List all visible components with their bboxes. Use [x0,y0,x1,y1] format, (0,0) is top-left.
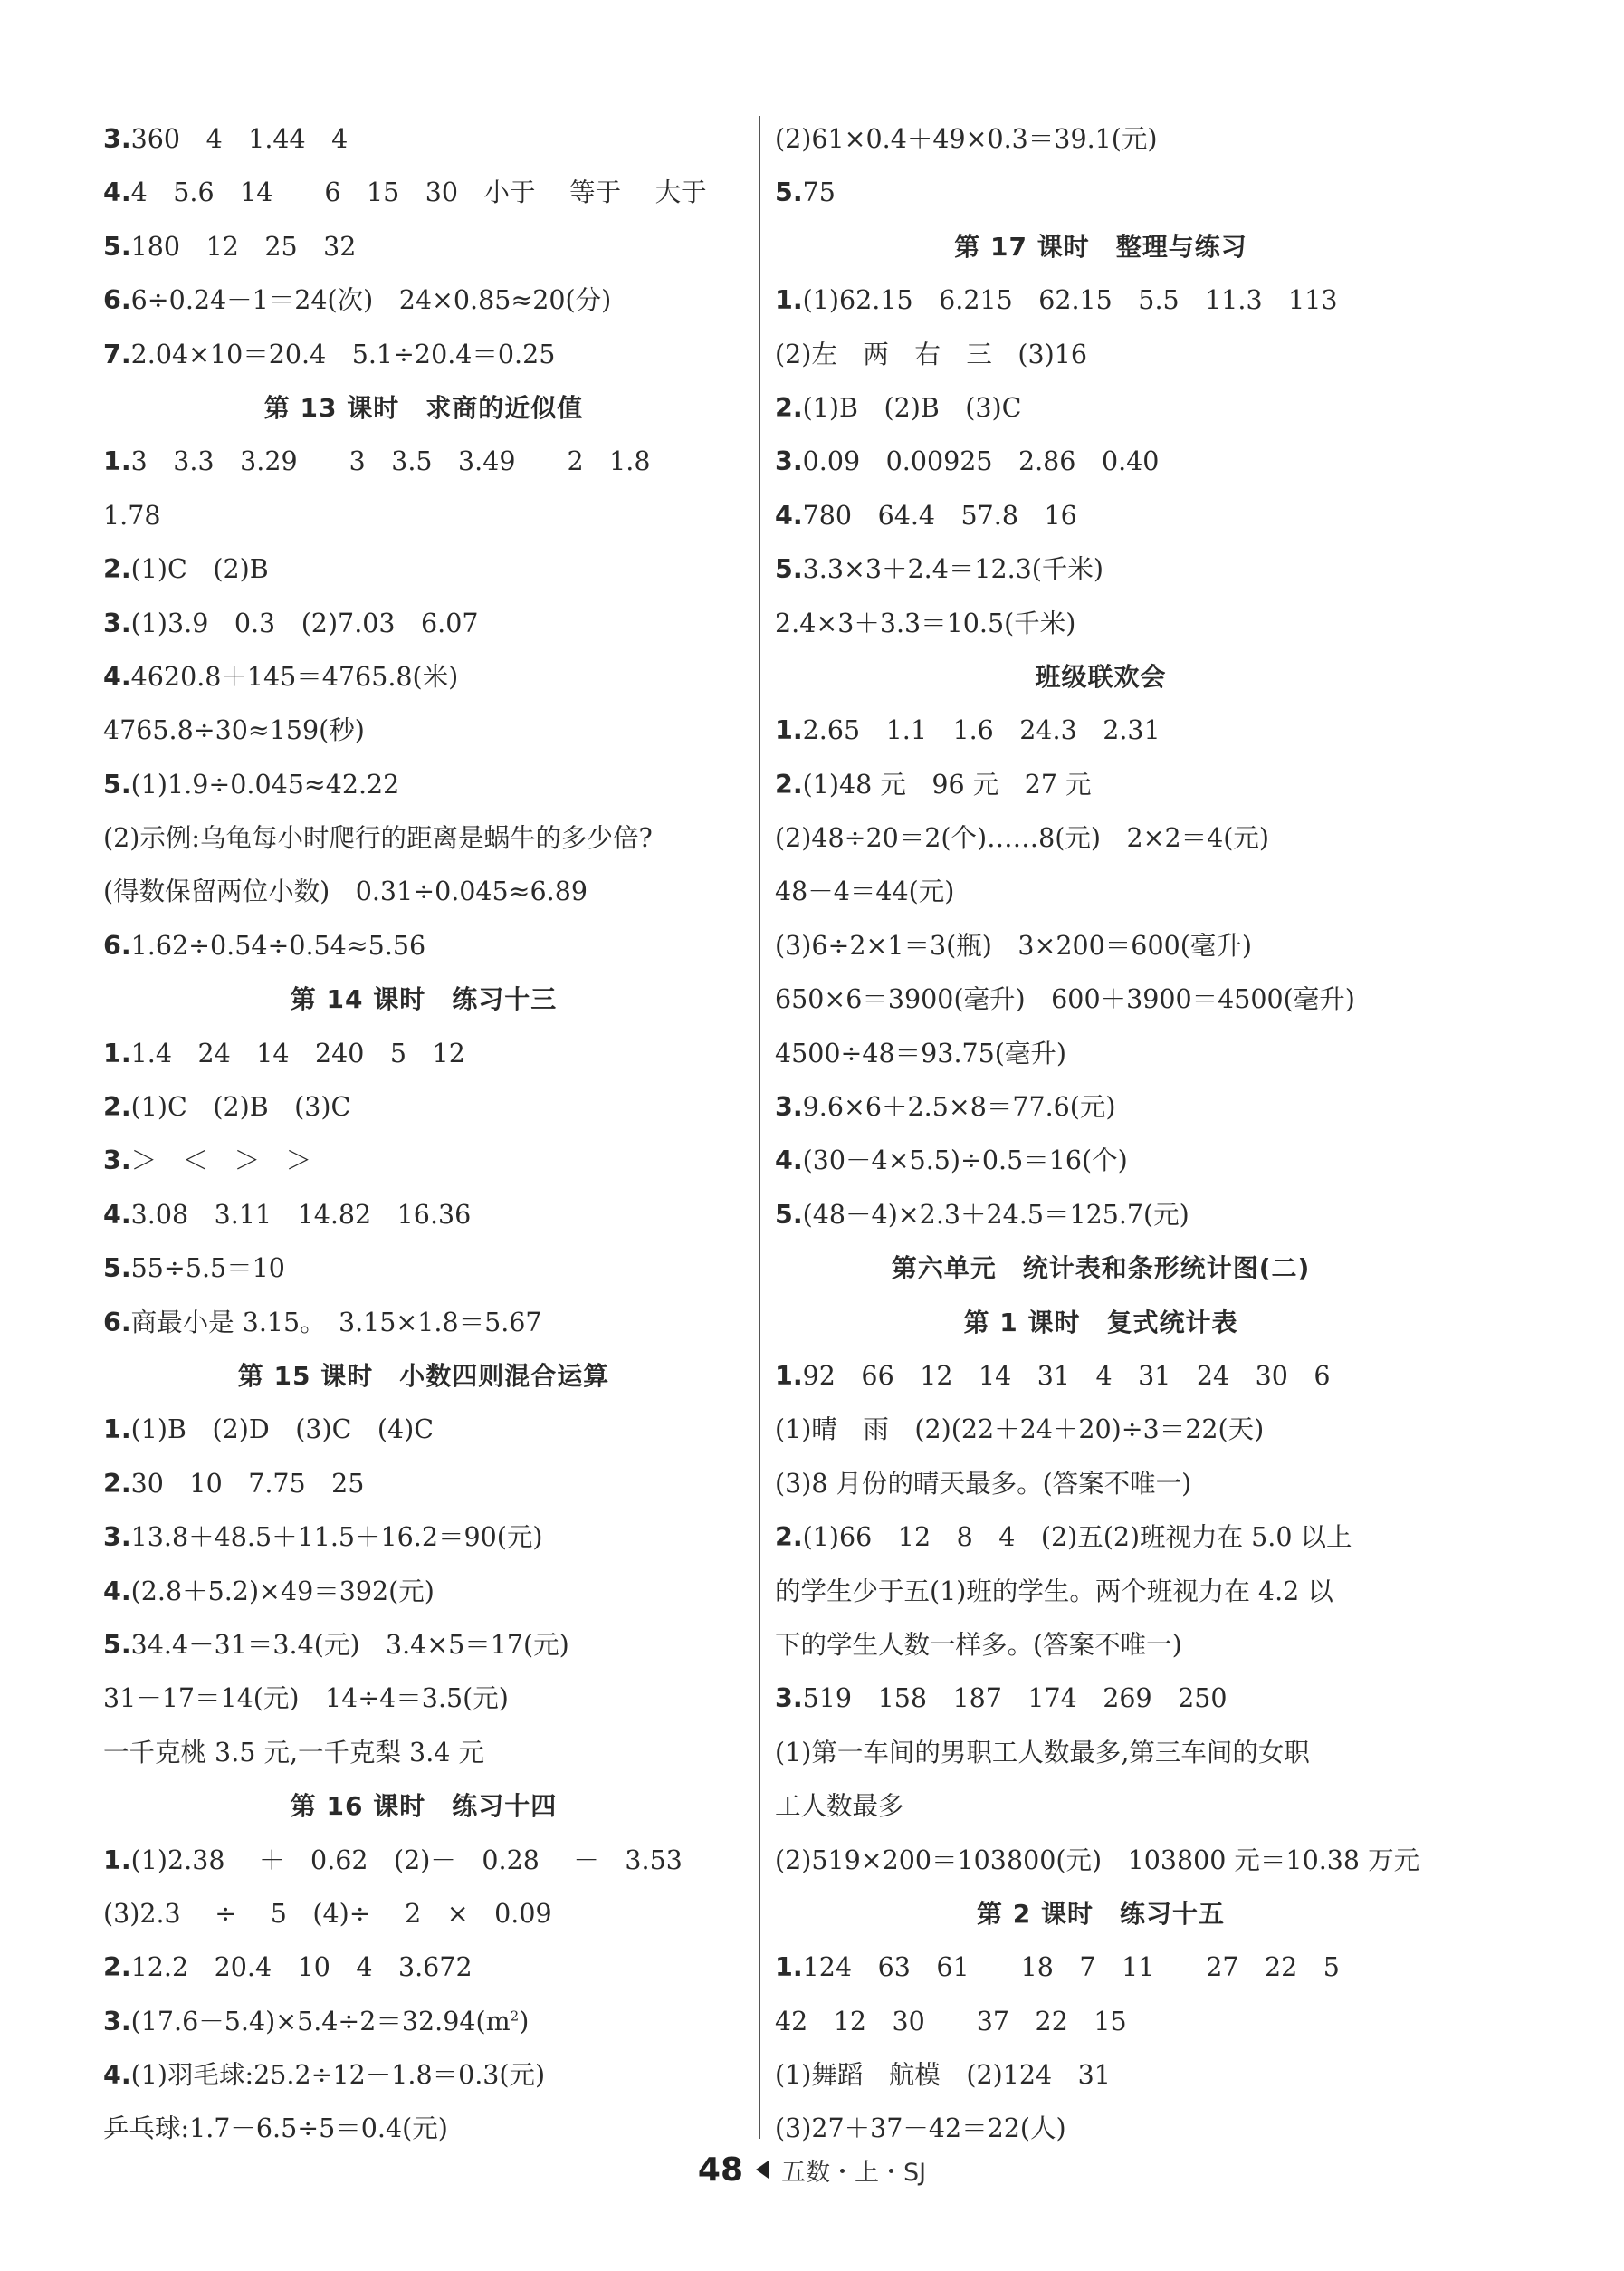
answer-line [775,973,1427,1026]
answer-text: (1)62.15 6.215 62.15 5.5 11.3 113 [802,285,1338,316]
section-heading: 第 1 课时 复式统计表 [963,1307,1238,1337]
question-number: 3. [103,1145,131,1176]
answer-line [103,435,744,488]
answer-text: 42 12 30 37 22 15 [775,2006,1127,2036]
answer-line [775,1779,1427,1833]
question-number: 4. [103,2060,131,2091]
answer-text: (2)48÷20＝2(个)……8(元) 2×2＝4(元) [775,823,1270,854]
answer-text: (1)舞蹈 航模 (2)124 31 [775,2060,1111,2091]
answer-line [775,1940,1427,1994]
answer-line [103,328,744,381]
answer-text: 360 4 1.44 4 [130,124,349,154]
book-label: 五数・上・SJ [781,2158,927,2187]
answer-text: 519 158 187 174 269 250 [802,1683,1228,1714]
question-number: 7. [103,339,131,369]
answer-text: 2.65 1.1 1.6 24.3 2.31 [802,715,1161,746]
triangle-left-icon [756,2161,769,2179]
answer-line [775,1834,1427,1887]
answer-text: (1)羽毛球:25.2÷12－1.8＝0.3(元) [130,2060,546,2091]
answer-text: 3.3×3＋2.4＝12.3(千米) [802,554,1104,585]
answer-line [103,1672,744,1725]
answer-line [775,1995,1427,2048]
answer-text: 6÷0.24－1＝24(次) 24×0.85≈20(分) [130,285,612,316]
question-number: 4. [103,1199,131,1230]
answer-text: 的学生少于五(1)班的学生。两个班视力在 4.2 以 [775,1576,1333,1606]
answer-text: (1)2.38 ＋ 0.62 (2)－ 0.28 － 3.53 [130,1845,683,1875]
answer-text: 3 3.3 3.29 3 3.5 3.49 2 1.8 [130,446,651,477]
answer-text: 55÷5.5＝10 [130,1253,285,1284]
answer-line [775,597,1427,650]
answer-line [775,758,1427,811]
answer-line [103,919,744,973]
answer-text: (2)519×200＝103800(元) 103800 元＝10.38 万元 [775,1845,1420,1875]
page-footer [0,2142,1624,2197]
section-heading: 第六单元 统计表和条形统计图(二) [891,1253,1311,1284]
answer-text: (17.6－5.4)×5.4÷2＝32.94(m [130,2006,511,2036]
answer-text: 2.04×10＝20.4 5.1÷20.4＝0.25 [130,339,556,369]
answer-line [775,435,1427,488]
answer-text: 4 5.6 14 6 15 30 小于 等于 大于 [130,177,707,208]
left-answer-column [103,112,744,2156]
answer-text: (2.8＋5.2)×49＝392(元) [130,1576,435,1606]
question-number: 5. [775,554,803,585]
answer-text: (30－4×5.5)÷0.5＝16(个) [802,1145,1128,1176]
answer-line [775,811,1427,865]
answer-line [103,1134,744,1187]
question-number: 2. [775,1522,803,1553]
answer-line [103,597,744,650]
answer-text: (48－4)×2.3＋24.5＝125.7(元) [802,1199,1189,1230]
answer-line [103,1457,744,1510]
answer-line [103,1510,744,1564]
question-number: 5. [103,769,131,800]
answer-text: 9.6×6＋2.5×8＝77.6(元) [802,1092,1116,1123]
answer-line [775,489,1427,542]
answer-text: 75 [802,177,836,208]
answer-line [103,1188,744,1241]
answer-text: (1)C (2)B (3)C [130,1092,351,1123]
question-number: 5. [103,1629,131,1660]
answer-text: 650×6＝3900(毫升) 600＋3900＝4500(毫升) [775,984,1355,1015]
answer-line [103,650,744,704]
answer-line [775,166,1427,219]
answer-text: (得数保留两位小数) 0.31÷0.045≈6.89 [103,877,588,907]
answer-text: 2.4×3＋3.3＝10.5(千米) [775,608,1076,638]
section-heading: 第 13 课时 求商的近似值 [263,392,584,423]
question-number: 6. [103,285,131,316]
answer-text: (3)8 月份的晴天最多。(答案不唯一) [775,1468,1192,1499]
answer-line [103,704,744,757]
question-number: 4. [775,1145,803,1176]
section-heading: 班级联欢会 [1035,661,1167,692]
answer-text: 4765.8÷30≈159(秒) [103,715,365,746]
section-heading: 第 2 课时 练习十五 [977,1898,1225,1929]
section-heading: 第 17 课时 整理与练习 [954,231,1247,262]
answer-line [775,1457,1427,1510]
answer-line [775,1672,1427,1725]
answer-text: 3.08 3.11 14.82 16.36 [130,1199,472,1230]
answer-line [775,112,1427,166]
question-number: 1. [103,1038,131,1068]
answer-line [103,1618,744,1672]
question-number: 2. [103,1092,131,1123]
answer-text: 180 12 25 32 [130,231,357,262]
answer-line [103,166,744,219]
answer-line [775,273,1427,327]
answer-line [775,1510,1427,1564]
answer-text: (3)27＋37－42＝22(人) [775,2113,1066,2144]
answer-line [103,1940,744,1994]
answer-line [775,1726,1427,1779]
answer-text: (1)66 12 8 4 (2)五(2)班视力在 5.0 以上 [802,1522,1352,1553]
answer-line [775,2048,1427,2102]
question-number: 2. [775,392,803,423]
answer-text: (1)B (2)D (3)C (4)C [130,1414,435,1445]
page-number: 48 [697,2151,743,2189]
answer-line [103,220,744,273]
question-number: 3. [103,608,131,638]
answer-text: 1.4 24 14 240 5 12 [130,1038,465,1068]
answer-line [775,1618,1427,1672]
question-number: 1. [103,1845,131,1875]
answer-text: 92 66 12 14 31 4 31 24 30 6 [802,1360,1331,1391]
answer-text: 780 64.4 57.8 16 [802,500,1077,531]
answer-text: 31－17＝14(元) 14÷4＝3.5(元) [103,1683,509,1714]
question-number: 1. [775,285,803,316]
answer-line [775,1080,1427,1134]
answer-text: (1)晴 雨 (2)(22＋24＋20)÷3＝22(天) [775,1414,1265,1445]
answer-line [103,542,744,596]
column-divider [759,116,760,2139]
question-number: 5. [103,231,131,262]
superscript: 2 [510,2007,520,2025]
answer-line [103,758,744,811]
answer-line [103,273,744,327]
answer-line [775,1134,1427,1187]
answer-line [103,1296,744,1349]
answer-line [775,919,1427,973]
right-answer-column [775,112,1427,2156]
answer-text: 下的学生人数一样多。(答案不唯一) [775,1629,1182,1660]
question-number: 3. [103,124,131,154]
answer-text: 13.8＋48.5＋11.5＋16.2＝90(元) [130,1522,543,1553]
question-number: 5. [775,177,803,208]
question-number: 4. [775,500,803,531]
question-number: 1. [103,1414,131,1445]
answer-text: ＞ ＜ ＞ ＞ [130,1145,312,1176]
answer-text: (1)3.9 0.3 (2)7.03 6.07 [130,608,479,638]
answer-line [103,1726,744,1779]
answer-line [775,1349,1427,1403]
answer-text: 商最小是 3.15。 3.15×1.8＝5.67 [130,1307,542,1337]
answer-line [775,865,1427,918]
question-number: 2. [103,1952,131,1983]
answer-line [103,1995,744,2048]
answer-text: 0.09 0.00925 2.86 0.40 [802,446,1160,477]
answer-text: 工人数最多 [775,1791,904,1822]
answer-text-tail: ) [519,2006,530,2036]
answer-text: (2)左 两 右 三 (3)16 [775,339,1088,369]
answer-line [775,381,1427,435]
answer-line [103,1834,744,1887]
answer-text: 4500÷48＝93.75(毫升) [775,1038,1067,1068]
section-heading: 第 14 课时 练习十三 [290,984,558,1015]
question-number: 3. [775,1092,803,1123]
answer-text: (2)61×0.4＋49×0.3＝39.1(元) [775,124,1158,154]
question-number: 4. [103,177,131,208]
answer-line [103,1027,744,1080]
question-number: 6. [103,930,131,961]
question-number: 1. [775,1360,803,1391]
question-number: 6. [103,1307,131,1337]
question-number: 3. [103,2006,131,2036]
answer-text: (1)第一车间的男职工人数最多,第三车间的女职 [775,1737,1310,1768]
answer-line [775,1027,1427,1080]
question-number: 1. [103,446,131,477]
answer-text: (1)1.9÷0.045≈42.22 [130,769,400,800]
question-number: 5. [775,1199,803,1230]
answer-text: (2)示例:乌龟每小时爬行的距离是蜗牛的多少倍? [103,823,653,854]
answer-line [775,328,1427,381]
answer-text: 乒乓球:1.7－6.5÷5＝0.4(元) [103,2113,448,2144]
section-heading: 第 16 课时 练习十四 [290,1791,558,1822]
answer-line [103,1887,744,1940]
answer-line [103,811,744,865]
question-number: 2. [103,1468,131,1499]
answer-line [103,865,744,918]
answer-line [775,542,1427,596]
answer-line [103,1241,744,1295]
question-number: 2. [103,554,131,585]
answer-text: 48－4＝44(元) [775,877,955,907]
question-number: 3. [775,1683,803,1714]
answer-line [775,1565,1427,1618]
question-number: 3. [775,446,803,477]
question-number: 3. [103,1522,131,1553]
answer-text: 一千克桃 3.5 元,一千克梨 3.4 元 [103,1737,484,1768]
answer-text: (1)B (2)B (3)C [802,392,1022,423]
question-number: 4. [103,661,131,692]
section-heading: 第 15 课时 小数四则混合运算 [237,1360,610,1391]
answer-text: 30 10 7.75 25 [130,1468,365,1499]
answer-text: 1.78 [103,500,161,531]
answer-text: (1)C (2)B [130,554,269,585]
answer-line [103,1080,744,1134]
answer-line [103,2048,744,2102]
answer-text: 124 63 61 18 7 11 27 22 5 [802,1952,1340,1983]
answer-text: (3)2.3 ÷ 5 (4)÷ 2 × 0.09 [103,1898,552,1929]
question-number: 1. [775,1952,803,1983]
question-number: 1. [775,715,803,746]
answer-line [103,489,744,542]
answer-text: 1.62÷0.54÷0.54≈5.56 [130,930,426,961]
answer-line [775,1403,1427,1456]
question-number: 2. [775,769,803,800]
question-number: 4. [103,1576,131,1606]
answer-text: 12.2 20.4 10 4 3.672 [130,1952,473,1983]
answer-text: 34.4－31＝3.4(元) 3.4×5＝17(元) [130,1629,569,1660]
question-number: 5. [103,1253,131,1284]
answer-text: 4620.8＋145＝4765.8(米) [130,661,459,692]
answer-text: (1)48 元 96 元 27 元 [802,769,1092,800]
answer-line [775,704,1427,757]
answer-line [103,1565,744,1618]
answer-line [103,1403,744,1456]
answer-text: (3)6÷2×1＝3(瓶) 3×200＝600(毫升) [775,930,1252,961]
answer-line [775,1188,1427,1241]
answer-line [103,112,744,166]
